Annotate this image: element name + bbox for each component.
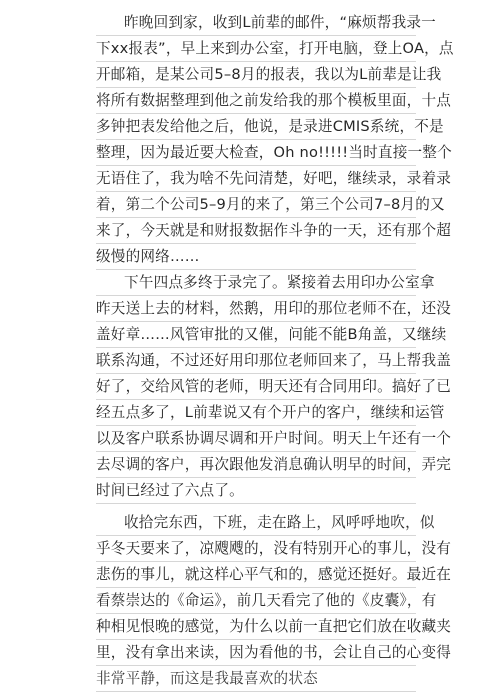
paragraph-3: [96, 510, 452, 692]
text-line: 联系沟通，不过还好用印那位老师回来了，马上帮我盖: [96, 348, 416, 374]
text-line: 来了，今天就是和财报数据作斗争的一天，还有那个超: [96, 218, 416, 244]
text-line: 开邮箱，是某公司5–8月的报表，我以为L前辈是让我: [96, 62, 416, 88]
text-line: 看蔡崇达的《命运》，前几天看完了他的《皮囊》，有: [96, 588, 416, 614]
text-line: 经五点多了，L前辈说又有个开户的客户，继续和运管: [96, 400, 416, 426]
text-line: 种相见恨晚的感觉，为什么以前一直把它们放在收藏夹: [96, 614, 416, 640]
text-line: 时间已经过了六点了。: [96, 478, 416, 504]
text-line: 下xx报表”，早上来到办公室，打开电脑，登上OA，点: [96, 36, 416, 62]
text-line: 里，没有拿出来读，因为看他的书，会让自己的心变得: [96, 640, 416, 666]
text-line: 无语住了，我为啥不先问清楚，好吧，继续录，录着录: [96, 166, 416, 192]
text-line: 多钟把表发给他之后，他说，是录进CMIS系统，不是: [96, 114, 416, 140]
text-line: 着，第二个公司5–9月的来了，第三个公司7–8月的又: [96, 192, 416, 218]
text-line: 下午四点多终于录完了。紧接着去用印办公室拿: [96, 270, 416, 296]
text-line: 收拾完东西，下班，走在路上，风呼呼地吹，似: [96, 510, 416, 536]
text-line: 悲伤的事儿，就这样心平气和的，感觉还挺好。最近在: [96, 562, 416, 588]
text-line: 昨天送上去的材料，然鹅，用印的那位老师不在，还没: [96, 296, 416, 322]
paragraph-1: [96, 10, 454, 270]
text-line: 将所有数据整理到他之前发给我的那个模板里面，十点: [96, 88, 416, 114]
text-line: 以及客户联系协调尽调和开户时间。明天上午还有一个: [96, 426, 416, 452]
text-line: 级慢的网络……: [96, 244, 416, 270]
text-line: 昨晚回到家，收到L前辈的邮件，“麻烦帮我录一: [96, 10, 416, 36]
text-line: 整理，因为最近要大检查，Oh no!!!!!当时直接一整个: [96, 140, 416, 166]
text-line: 盖好章……风管审批的又催，问能不能B角盖，又继续: [96, 322, 416, 348]
text-line: 乎冬天要来了，凉飕飕的，没有特别开心的事儿，没有: [96, 536, 416, 562]
text-line: 非常平静，而这是我最喜欢的状态: [96, 666, 416, 692]
text-line: 好了，交给风管的老师，明天还有合同用印。搞好了已: [96, 374, 416, 400]
text-line: 去尽调的客户，再次跟他发消息确认明早的时间，弄完: [96, 452, 416, 478]
paragraph-2: [96, 270, 452, 504]
